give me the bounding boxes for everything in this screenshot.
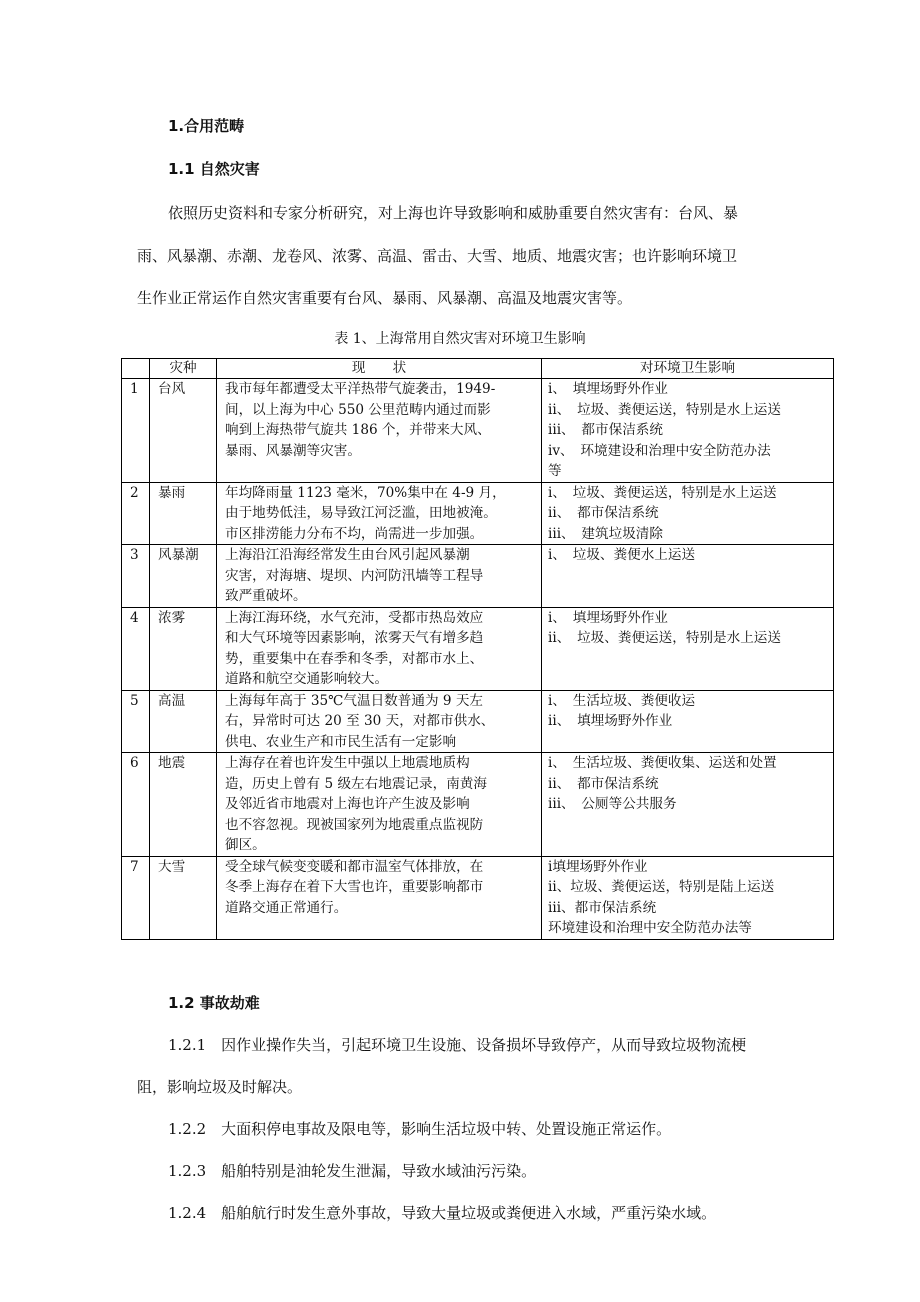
- status-line: 致严重破坏。: [225, 588, 307, 604]
- impact-cell: [542, 607, 834, 690]
- status-line: 造，历史上曾有 5 级左右地震记录，南黄海: [225, 775, 487, 792]
- disaster-type: 暴雨: [150, 482, 217, 545]
- table-row: [122, 856, 834, 939]
- section-heading-1-2: 1.2 事故劫难: [168, 994, 260, 1012]
- status-line: 灾害，对海塘、堤坝、内河防汛墙等工程导: [225, 567, 484, 584]
- table-row: [122, 607, 834, 690]
- row-number: 2: [122, 482, 150, 545]
- disaster-type: 台风: [150, 379, 217, 483]
- row-number: 7: [122, 856, 150, 939]
- status-line: 上海江海环绕，水气充沛，受都市热岛效应: [225, 609, 484, 626]
- status-cell: [217, 690, 542, 753]
- status-line: 右，异常时可达 20 至 30 天，对都市供水、: [225, 713, 495, 729]
- disaster-type: 大雪: [150, 856, 217, 939]
- row-number: 5: [122, 690, 150, 753]
- impact-line: iii、 公厕等公共服务: [548, 796, 677, 812]
- impact-line: i、 生活垃圾、粪便收运: [548, 692, 696, 709]
- impact-cell: [542, 856, 834, 939]
- impact-line: ii、 都市保洁系统: [548, 775, 659, 792]
- status-line: 年均降雨量 1123 毫米，70%集中在 4-9 月，: [225, 484, 506, 501]
- impact-line: ii、 填埋场野外作业: [548, 713, 673, 729]
- impact-line: i、 填埋场野外作业: [548, 381, 668, 397]
- impact-line: iv、 环境建设和治理中安全防范办法: [548, 442, 771, 459]
- incident-line: 1.2.4 船舶航行时发生意外事故，导致大量垃圾或粪便进入水域，严重污染水域。: [168, 1204, 717, 1222]
- section-heading-1-1: 1.1 自然灾害: [168, 160, 260, 178]
- section-heading-1: 1.合用范畴: [168, 117, 245, 135]
- status-line: 暴雨、风暴潮等灾害。: [225, 442, 361, 459]
- impact-cell: [542, 482, 834, 545]
- table-row: [122, 690, 834, 753]
- status-line: 道路和航空交通影响较大。: [225, 671, 389, 687]
- impact-line: iii、 都市保洁系统: [548, 422, 663, 438]
- table-row: [122, 545, 834, 608]
- incident-line: 1.2.3 船舶特别是油轮发生泄漏，导致水域油污污染。: [168, 1162, 537, 1180]
- paragraph-line: 雨、风暴潮、赤潮、龙卷风、浓雾、高温、雷击、大雪、地质、地震灾害；也许影响环境卫: [137, 247, 738, 265]
- status-line: 冬季上海存在着下大雪也许，重要影响都市: [225, 879, 484, 895]
- impact-line: ii、 垃圾、粪便运送，特别是水上运送: [548, 401, 781, 418]
- impact-cell: [542, 753, 834, 857]
- status-cell: [217, 856, 542, 939]
- row-number: 4: [122, 607, 150, 690]
- impact-line: iii、 建筑垃圾清除: [548, 525, 663, 542]
- impact-line: 等: [548, 463, 562, 479]
- status-line: 间，以上海为中心 550 公里范畴内通过而影: [225, 401, 491, 418]
- status-line: 上海存在着也许发生中强以上地震地质构: [225, 755, 470, 771]
- incident-line: 1.2.1 因作业操作失当，引起环境卫生设施、设备损坏导致停产，从而导致垃圾物流梗: [168, 1036, 747, 1054]
- impact-line: ⅱ、垃圾、粪便运送，特别是陆上运送: [548, 879, 775, 895]
- status-line: 响到上海热带气旋共 186 个，并带来大风、: [225, 422, 491, 438]
- incident-line: 阻，影响垃圾及时解决。: [137, 1078, 303, 1096]
- impact-cell: [542, 545, 834, 608]
- status-cell: [217, 607, 542, 690]
- impact-line: 环境建设和治理中安全防范办法等: [548, 920, 752, 936]
- status-cell: [217, 753, 542, 857]
- disaster-type: 高温: [150, 690, 217, 753]
- status-line: 市区排涝能力分布不均，尚需进一步加强。: [225, 525, 484, 542]
- status-line: 我市每年都遭受太平洋热带气旋袭击，1949-: [225, 381, 496, 397]
- table-caption: 表 1、上海常用自然灾害对环境卫生影响: [334, 331, 586, 347]
- header-status: 现 状: [217, 359, 542, 379]
- disaster-type: 风暴潮: [150, 545, 217, 608]
- table-row: [122, 753, 834, 857]
- impact-cell: [542, 690, 834, 753]
- status-line: 势，重要集中在春季和冬季，对都市水上、: [225, 650, 484, 667]
- status-line: 和大气环境等因素影响，浓雾天气有增多趋: [225, 630, 484, 646]
- status-line: 由于地势低洼，易导致江河泛滥，田地被淹。: [225, 505, 497, 521]
- impact-line: ii、 都市保洁系统: [548, 505, 659, 521]
- impact-cell: [542, 379, 834, 483]
- paragraph-line: 生作业正常运作自然灾害重要有台风、暴雨、风暴潮、高温及地震灾害等。: [137, 289, 633, 307]
- paragraph-line: 依照历史资料和专家分析研究，对上海也许导致影响和威胁重要自然灾害有：台风、暴: [168, 204, 739, 222]
- disaster-type: 浓雾: [150, 607, 217, 690]
- impact-line: i、 填埋场野外作业: [548, 609, 668, 626]
- row-number: 6: [122, 753, 150, 857]
- impact-line: i、 垃圾、粪便水上运送: [548, 547, 696, 563]
- table-row: [122, 482, 834, 545]
- impact-line: i、 垃圾、粪便运送，特别是水上运送: [548, 484, 777, 501]
- impact-line: ⅲ、都市保洁系统: [548, 899, 657, 916]
- status-cell: [217, 379, 542, 483]
- status-line: 上海每年高于 35℃气温日数普通为 9 天左: [225, 692, 484, 709]
- status-cell: [217, 482, 542, 545]
- status-line: 御区。: [225, 837, 266, 853]
- disaster-type: 地震: [150, 753, 217, 857]
- incident-line: 1.2.2 大面积停电事故及限电等，影响生活垃圾中转、处置设施正常运作。: [168, 1120, 672, 1138]
- header-num: [122, 359, 150, 379]
- header-impact: 对环境卫生影响: [542, 359, 834, 379]
- row-number: 3: [122, 545, 150, 608]
- impact-line: i、 生活垃圾、粪便收集、运送和处置: [548, 755, 777, 771]
- status-line: 也不容忽视。现被国家列为地震重点监视防: [225, 816, 484, 833]
- status-line: 道路交通正常通行。: [225, 899, 348, 916]
- impact-line: ii、 垃圾、粪便运送，特别是水上运送: [548, 630, 781, 646]
- disaster-impact-table: [121, 358, 834, 940]
- status-cell: [217, 545, 542, 608]
- header-type: 灾种: [150, 359, 217, 379]
- status-line: 及邻近省市地震对上海也许产生波及影响: [225, 796, 470, 812]
- impact-line: ⅰ填埋场野外作业: [548, 858, 648, 875]
- status-line: 受全球气候变变暖和都市温室气体排放，在: [225, 858, 484, 875]
- table-row: [122, 379, 834, 483]
- status-line: 供电、农业生产和市民生活有一定影响: [225, 733, 457, 750]
- status-line: 上海沿江沿海经常发生由台风引起风暴潮: [225, 547, 470, 563]
- row-number: 1: [122, 379, 150, 483]
- table-header-row: [122, 359, 834, 379]
